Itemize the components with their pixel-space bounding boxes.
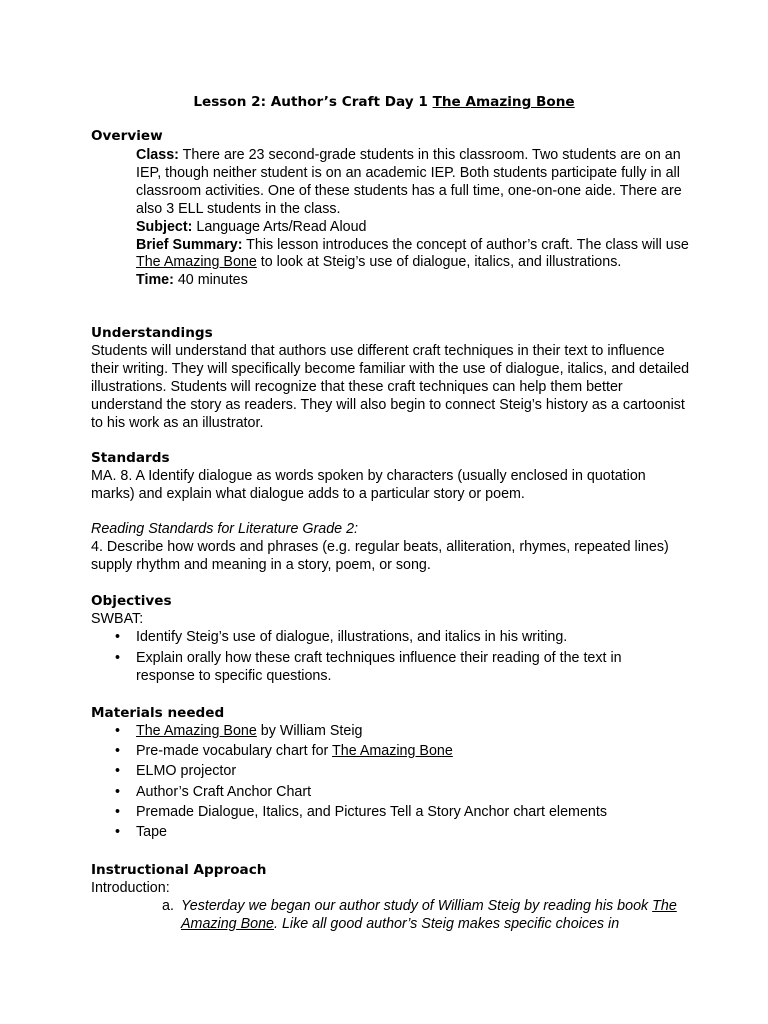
introduction-label: Introduction:	[91, 880, 170, 896]
subject-line: Subject: Language Arts/Read Aloud	[136, 218, 367, 235]
materials-heading: Materials needed	[91, 705, 225, 721]
list-item: • Premade Dialogue, Italics, and Pictures Tell a Story Anchor chart elements	[115, 804, 675, 822]
list-item: • Explain orally how these craft techniques influence their reading of the text in response to specific questions.	[115, 650, 675, 686]
overview-heading: Overview	[91, 128, 163, 144]
list-item: • ELMO projector	[115, 763, 675, 781]
class-paragraph: Class: There are 23 second-grade students in this classroom. Two students are on an IEP, though neither student is on an academic IEP. Both students participate fully in all classroom activities. One of these students has a full time, one-on-one aide. There are also 3 ELL students in the class.	[136, 147, 682, 217]
materials-list	[115, 723, 675, 842]
item-label: a.	[162, 898, 174, 914]
understandings-text: Students will understand that authors use different craft techniques in their text to influence their writing. They will specifically become familiar with the use of dialogue, italics, and detailed illustrations. Students will recognize that these craft techniques can help them better understand the story as readers. They will also begin to connect Steig’s history as a cartoonist to his work as an illustrator.	[91, 343, 690, 431]
understandings-heading: Understandings	[91, 325, 213, 341]
list-item: • Identify Steig’s use of dialogue, illustrations, and italics in his writing.	[115, 629, 675, 647]
overview-body	[136, 147, 696, 290]
objectives-list	[115, 629, 675, 686]
approach-heading: Instructional Approach	[91, 862, 267, 878]
title-book: The Amazing Bone	[432, 94, 575, 110]
objectives-heading: Objectives	[91, 593, 172, 609]
summary-paragraph: Brief Summary: This lesson introduces the concept of author’s craft. The class will use The Amazing Bone to look at Steig’s use of dialogue, italics, and illustrations.	[136, 236, 689, 271]
item-text: Yesterday we began our author study of William Steig by reading his book The Amazing Bone. Like all good author’s Steig makes specific choices in	[181, 898, 677, 932]
time-line: Time: 40 minutes	[136, 272, 248, 289]
list-item: • The Amazing Bone by William Steig	[115, 723, 675, 741]
approach-item-a	[162, 898, 682, 934]
list-item: • Pre-made vocabulary chart for The Amazing Bone	[115, 743, 675, 761]
list-item: • Author’s Craft Anchor Chart	[115, 784, 675, 802]
swbat-label: SWBAT:	[91, 611, 144, 627]
lesson-title: Lesson 2: Author’s Craft Day 1 The Amazing Bone	[193, 94, 575, 110]
standards-ma: MA. 8. A Identify dialogue as words spoken by characters (usually enclosed in quotation marks) and explain what dialogue adds to a particular story or poem.	[91, 468, 646, 502]
reading-standards-title: Reading Standards for Literature Grade 2:	[91, 521, 359, 537]
standards-heading: Standards	[91, 450, 170, 466]
reading-standards-item: 4. Describe how words and phrases (e.g. regular beats, alliteration, rhymes, repeated lines) supply rhythm and meaning in a story, poem, or song.	[91, 539, 669, 573]
list-item: • Tape	[115, 824, 675, 842]
